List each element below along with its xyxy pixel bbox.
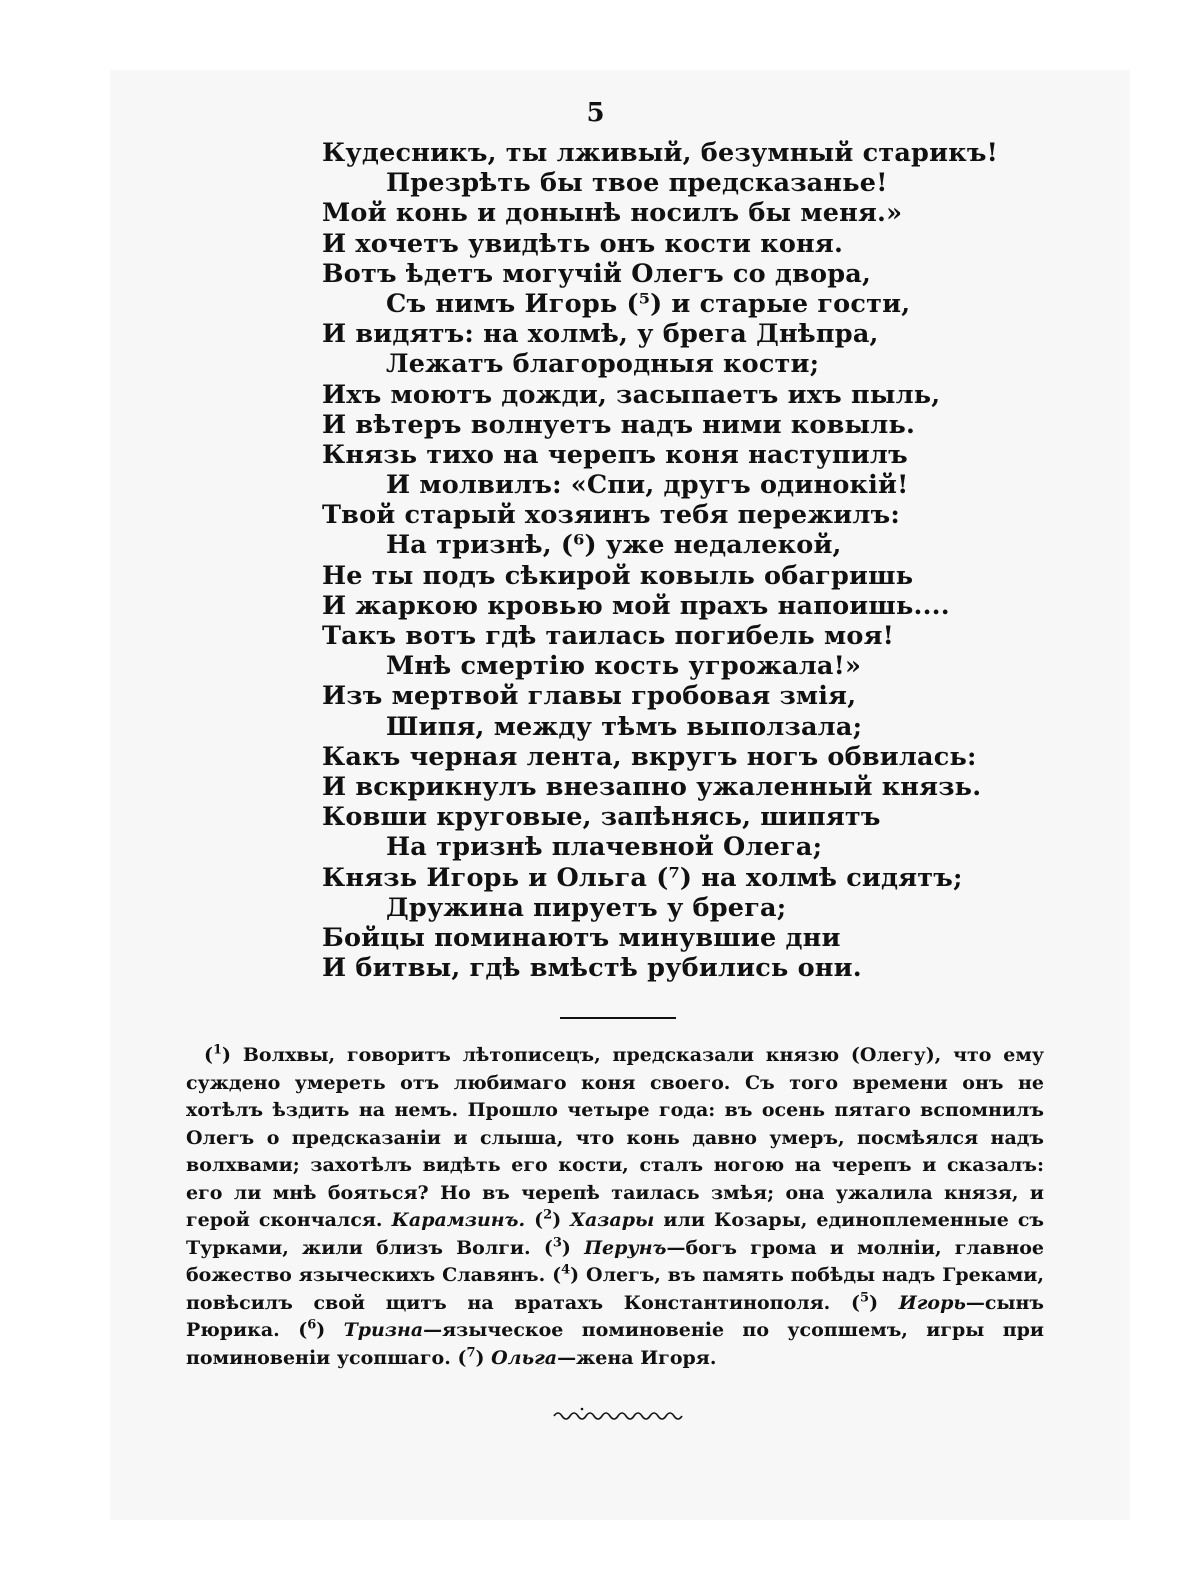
poem-line: Лежатъ благородныя кости; [386,349,820,380]
footnote-ref-6: 6 [307,1317,317,1333]
poem-line: И видятъ: на холмѣ, у брега Днѣпра, [322,319,879,350]
poem-line: Дружина пируетъ у брега; [386,892,787,923]
footnote-separator [560,1017,676,1019]
poem-line: И битвы, гдѣ вмѣстѣ рубились они. [322,953,862,984]
poem-line: Твой старый хозяинъ тебя пережилъ: [322,500,900,531]
footnote-paragraph: ($^1$) Волхвы, говоритъ лѣтописецъ, предсказали князю (Олегу), что ему суждено умереть отъ любимаго коня своего. Съ того времени онъ не хотѣлъ ѣздить на немъ. Прошло четыре года: въ осень пятаго вспомнилъ Олегъ о предсказаніи и слыша, что конь давно умеръ, посмѣялся надъ волхвами; захотѣлъ видѣть его кости, сталъ ногою на черепъ и сказалъ: его ли мнѣ бояться? Но въ черепѣ таилась змѣя; она ужалила князя, и герой скончался. Карамзинъ. ($^2$) Хазары или Козары, единоплеменные съ Турками, жили близъ Волги. ($^3$) Перунъ—богъ грома и молніи, главное божество языческихъ Славянъ. ($^4$) Олегъ, въ память побѣды надъ Греками, повѣсилъ свой щитъ на вратахъ Константинополя. ($^5$) Игорь—сынъ Рюрика. ($^6$) Тризна—языческое поминовеніе по усопшемъ, игры при поминовеніи усопшаго. ($^7$) Ольга—жена Игоря. [186,1042,1045,1369]
poem-line: Какъ черная лента, вкругъ ногъ обвилась: [322,741,977,772]
footnote-ref-3: 3 [552,1235,562,1251]
poem-line: Мой конь и донынѣ носилъ бы меня.» [322,198,903,229]
poem-line: Шипя, между тѣмъ выползала; [386,711,863,742]
footnotes [186,1042,1044,1372]
footnote-2-text: или Козары, единоплеменные съ Турками, жили близъ Волги. [186,1209,1044,1259]
footnote-ref-2: 2 [543,1207,553,1223]
footnote-7-text: —жена Игоря. [557,1346,717,1369]
poem-line: Презрѣть бы твое предсказанье! [386,168,888,199]
poem-line: Съ нимъ Игорь (⁵) и старые гости, [386,288,911,319]
poem-line: И хочетъ увидѣть онъ кости коня. [322,228,844,259]
footnote-2-term: Хазары [570,1209,655,1231]
poem-line: Кудесникъ, ты лживый, безумный старикъ! [322,138,998,168]
wavy-ornament [552,1400,686,1430]
poem-line: И вскрикнулъ внезапно ужаленный князь. [322,771,982,802]
poem-line: Мнѣ смертію кость угрожала!» [386,651,862,682]
poem-line: Князь тихо на черепъ коня наступилъ [322,439,908,470]
poem-line: Изъ мертвой главы гробовая змія, [322,681,857,712]
footnote-4-text: Олегъ, въ память побѣды надъ Греками, повѣсилъ свой щитъ на вратахъ Константинополя. [186,1264,1044,1314]
footnote-5-term: Игорь [898,1291,966,1314]
poem-line: Вотъ ѣдетъ могучій Олегъ со двора, [322,258,872,289]
footnote-1-source: Карамзинъ. [391,1209,526,1231]
poem-line: На тризнѣ, (⁶) уже недалекой, [386,530,842,561]
page-number: 5 [586,98,605,128]
footnote-ref-5: 5 [860,1290,870,1306]
poem-line: Ковши круговые, запѣнясь, шипятъ [322,802,881,833]
footnote-3-text: —богъ грома и молніи, главное божество языческихъ Славянъ. [186,1236,1044,1286]
poem-line: Князь Игорь и Ольга (⁷) на холмѣ сидятъ; [322,862,963,893]
footnote-6-text: —языческое поминовеніе по усопшемъ, игры при поминовеніи усопшаго. [186,1319,1044,1369]
poem-line: И молвилъ: «Спи, другъ одинокій! [386,470,909,501]
footnote-5-text: —сынъ Рюрика. [186,1291,1045,1341]
footnote-ref-4: 4 [561,1262,571,1278]
poem-line: И вѣтеръ волнуетъ надъ ними ковыль. [322,409,916,440]
poem-line: На тризнѣ плачевной Олега; [386,832,823,863]
poem-line: Такъ вотъ гдѣ таилась погибель моя! [322,621,894,651]
footnote-ref-1: 1 [213,1042,223,1058]
footnote-ref-7: 7 [466,1345,476,1361]
footnote-6-term: Тризна [343,1319,424,1341]
poem-line: Ихъ моютъ дожди, засыпаетъ ихъ пыль, [322,379,941,410]
poem-line: Бойцы поминаютъ минувшие дни [322,922,841,953]
footnote-1-text: Волхвы, говоритъ лѣтописецъ, предсказали князю (Олегу), что ему суждено умереть отъ любимаго коня своего. Съ того времени онъ не хотѣлъ ѣздить на немъ. Прошло четыре года: въ осень пятаго вспомнилъ Олегъ о предсказаніи и слыша, что конь давно умеръ, посмѣялся надъ волхвами; захотѣлъ видѣть его кости, сталъ ногою на черепъ и сказалъ: его ли мнѣ бояться? Но въ черепѣ таилась змѣя; она ужалила князя, и герой скончался. [186,1044,1044,1231]
poem-body [322,138,998,984]
poem-line: Не ты подъ сѣкирой ковыль обагришь [322,560,914,591]
poem-line: И жаркою кровью мой прахъ напоишь.... [322,590,950,621]
footnote-7-term: Ольга [491,1346,558,1369]
footnote-3-term: Перунъ [584,1236,667,1259]
